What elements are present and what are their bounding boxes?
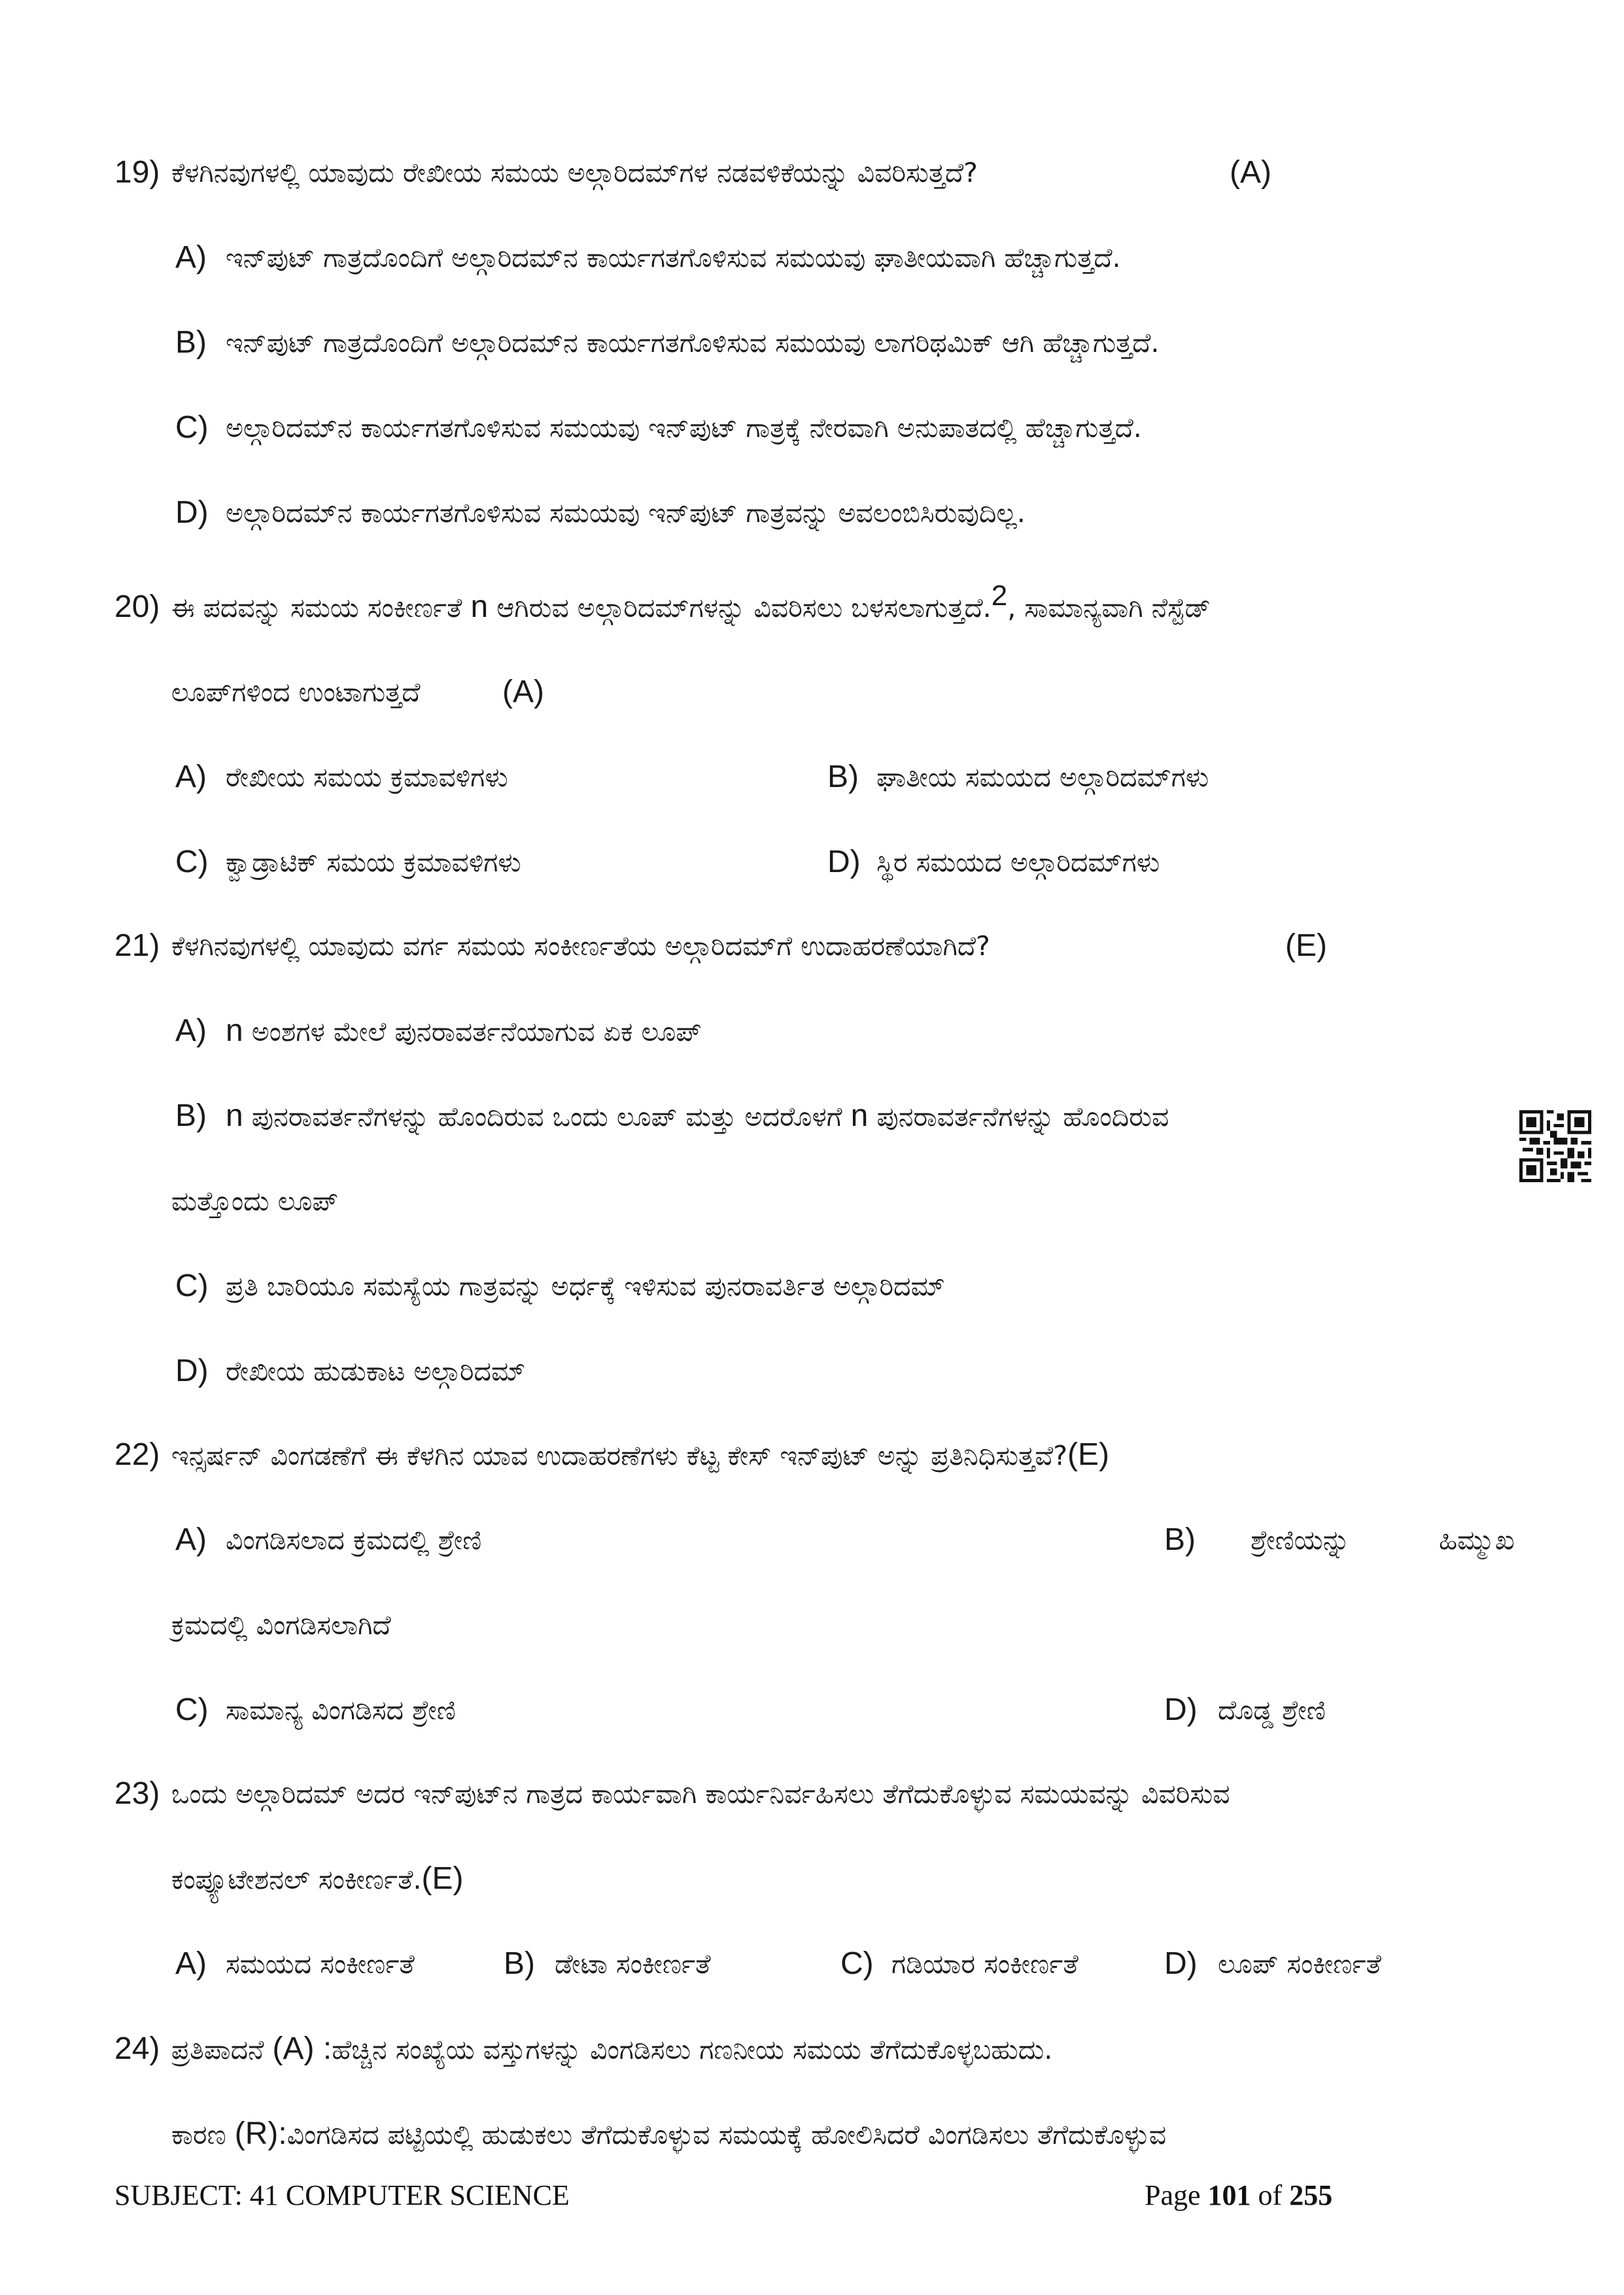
option-text: ಸ್ಥಿರ ಸಮಯದ ಅಲ್ಗಾರಿದಮ್‌ಗಳು xyxy=(876,847,1160,878)
option-label: C) xyxy=(175,1692,209,1727)
footer-subject: SUBJECT: 41 COMPUTER SCIENCE xyxy=(114,2179,570,2211)
footer-page xyxy=(1145,2179,1332,2212)
question-number: 19) xyxy=(114,155,160,190)
option-label: D) xyxy=(827,845,861,879)
question-text-part: ಇನ್ಸರ್ಷನ್ ವಿಂಗಡಣೆಗೆ ಈ ಕೆಳಗಿನ ಯಾವ ಉದಾಹರಣೆಗಳು ಕೆಟ್ಟ ಕೇಸ್ ಇನ್‌ಪುಟ್ ಅನ್ನು ಪ್ರತಿನಿಧಿಸುತ್ತವೆ? xyxy=(171,1440,1067,1471)
reason xyxy=(171,2116,1166,2153)
option-text-part: ಅಂಶಗಳ ಮೇಲೆ ಪುನರಾವರ್ತನೆಯಾಗುವ ಏಕ ಲೂಪ್ xyxy=(251,1016,702,1047)
option-label: B) xyxy=(1164,1522,1196,1557)
variable-n: n xyxy=(226,1098,243,1133)
option-text: ಕ್ವಾಡ್ರಾಟಿಕ್ ಸಮಯ ಕ್ರಮಾವಳಿಗಳು xyxy=(226,847,521,878)
option-label: C) xyxy=(175,1269,209,1303)
option-text-part: ಪುನರಾವರ್ತನೆಗಳನ್ನು ಹೊಂದಿರುವ ಒಂದು ಲೂಪ್ ಮತ್ತು ಅದರೊಳಗೆ xyxy=(251,1101,842,1132)
question-number: 23) xyxy=(114,1776,160,1811)
page-number: 101 xyxy=(1207,2179,1251,2211)
option-label: B) xyxy=(504,1946,535,1981)
question-text: ಕೆಳಗಿನವುಗಳಲ್ಲಿ ಯಾವುದು ರೇಖೀಯ ಸಮಯ ಅಲ್ಗಾರಿದಮ್‌ಗಳ ನಡವಳಿಕೆಯನ್ನು ವಿವರಿಸುತ್ತದೆ? xyxy=(171,157,978,188)
answer-key: (A) xyxy=(502,674,544,709)
question-text-part: ಆಗಿರುವ ಅಲ್ಗಾರಿದಮ್‌ಗಳನ್ನು ವಿವರಿಸಲು ಬಳಸಲಾಗುತ್ತದೆ. xyxy=(496,592,992,623)
option-text-part: ಪುನರಾವರ್ತನೆಗಳನ್ನು ಹೊಂದಿರುವ xyxy=(876,1101,1169,1132)
answer-key: (E) xyxy=(1067,1437,1109,1472)
answer-key: (E) xyxy=(421,1861,464,1896)
assertion-word: ಪ್ರತಿಪಾದನೆ xyxy=(171,2034,264,2065)
assertion xyxy=(171,2031,1052,2068)
question-text-part: ಕಂಪ್ಯೂಟೇಶನಲ್ ಸಂಕೀರ್ಣತೆ. xyxy=(171,1864,422,1895)
question-number: 21) xyxy=(114,928,160,963)
option-label: A) xyxy=(175,1013,207,1048)
question-text-line2 xyxy=(171,1861,464,1898)
reason-word: ಕಾರಣ xyxy=(171,2119,226,2150)
question-number: 22) xyxy=(114,1437,160,1472)
option-label: B) xyxy=(175,325,207,360)
option-text-continuation: ಮತ್ತೊಂದು ಲೂಪ್ xyxy=(171,1185,339,1217)
question-text-part: ಈ ಪದವನ್ನು ಸಮಯ ಸಂಕೀರ್ಣತೆ xyxy=(171,592,462,623)
reason-text: ವಿಂಗಡಿಸದ ಪಟ್ಟಿಯಲ್ಲಿ ಹುಡುಕಲು ತೆಗೆದುಕೊಳ್ಳುವ ಸಮಯಕ್ಕೆ ಹೋಲಿಸಿದರೆ ವಿಂಗಡಿಸಲು ತೆಗೆದುಕೊಳ್ಳುವ xyxy=(286,2119,1167,2150)
option-label: D) xyxy=(175,1354,209,1388)
variable-n: n xyxy=(226,1013,243,1048)
option-label: D) xyxy=(175,495,209,530)
option-text: ಪ್ರತಿ ಬಾರಿಯೂ ಸಮಸ್ಯೆಯ ಗಾತ್ರವನ್ನು ಅರ್ಧಕ್ಕೆ ಇಳಿಸುವ ಪುನರಾವರ್ತಿತ ಅಲ್ಗಾರಿದಮ್ xyxy=(226,1270,945,1302)
option-text: ಸಮಯದ ಸಂಕೀರ್ಣತೆ xyxy=(226,1948,415,1980)
option-label: B) xyxy=(175,1098,207,1133)
answer-key: (A) xyxy=(1230,155,1271,190)
option-label: A) xyxy=(175,1522,207,1557)
option-text xyxy=(226,1013,702,1050)
answer-key: (E) xyxy=(1285,928,1327,963)
option-text xyxy=(226,1098,1169,1135)
option-text: ಅಲ್ಗಾರಿದಮ್‌ನ ಕಾರ್ಯಗತಗೊಳಿಸುವ ಸಮಯವು ಇನ್‌ಪುಟ್ ಗಾತ್ರವನ್ನು ಅವಲಂಬಿಸಿರುವುದಿಲ್ಲ. xyxy=(226,497,1026,529)
option-label: A) xyxy=(175,760,207,794)
question-text-line2: ಲೂಪ್‌ಗಳಿಂದ ಉಂಟಾಗುತ್ತದೆ xyxy=(171,676,421,708)
option-text: ವಿಂಗಡಿಸಲಾದ ಕ್ರಮದಲ್ಲಿ ಶ್ರೇಣಿ xyxy=(226,1524,482,1556)
option-text: ಶ್ರೇಣಿಯನ್ನು xyxy=(1251,1524,1350,1556)
qr-code-icon xyxy=(1519,1110,1591,1182)
option-text: ಇನ್‌ಪುಟ್ ಗಾತ್ರದೊಂದಿಗೆ ಅಲ್ಗಾರಿದಮ್‌ನ ಕಾರ್ಯಗತಗೊಳಿಸುವ ಸಮಯವು ಘಾತೀಯವಾಗಿ ಹೆಚ್ಚಾಗುತ್ತದೆ. xyxy=(226,242,1121,273)
question-text xyxy=(171,580,1211,626)
option-label: D) xyxy=(1164,1946,1198,1981)
option-text: ಹಿಮ್ಮುಖ xyxy=(1439,1524,1515,1556)
question-text xyxy=(171,1437,1109,1474)
option-label: C) xyxy=(175,845,209,879)
option-label: A) xyxy=(175,1946,207,1981)
option-label: D) xyxy=(1164,1692,1198,1727)
question-text: ಒಂದು ಅಲ್ಗಾರಿದಮ್ ಅದರ ಇನ್‌ಪುಟ್‌ನ ಗಾತ್ರದ ಕಾರ್ಯವಾಗಿ ಕಾರ್ಯನಿರ್ವಹಿಸಲು ತೆಗೆದುಕೊಳ್ಳುವ ಸಮಯವನ್ನು ವಿವರಿಸುವ xyxy=(171,1778,1230,1810)
option-text: ಅಲ್ಗಾರಿದಮ್‌ನ ಕಾರ್ಯಗತಗೊಳಿಸುವ ಸಮಯವು ಇನ್‌ಪುಟ್ ಗಾತ್ರಕ್ಕೆ ನೇರವಾಗಿ ಅನುಪಾತದಲ್ಲಿ ಹೆಚ್ಚಾಗುತ್ತದೆ. xyxy=(226,412,1142,444)
option-label: A) xyxy=(175,240,207,275)
question-text: ಕೆಳಗಿನವುಗಳಲ್ಲಿ ಯಾವುದು ವರ್ಗ ಸಮಯ ಸಂಕೀರ್ಣತೆಯ ಅಲ್ಗಾರಿದಮ್‌ಗೆ ಉದಾಹರಣೆಯಾಗಿದೆ? xyxy=(171,930,990,962)
option-label: B) xyxy=(827,760,859,794)
assertion-text: ಹೆಚ್ಚಿನ ಸಂಖ್ಯೆಯ ವಸ್ತುಗಳನ್ನು ವಿಂಗಡಿಸಲು ಗಣನೀಯ ಸಮಯ ತೆಗೆದುಕೊಳ್ಳಬಹುದು. xyxy=(332,2034,1053,2065)
variable-n: n xyxy=(850,1098,869,1133)
superscript: 2 xyxy=(991,580,1008,612)
option-text: ರೇಖೀಯ ಸಮಯ ಕ್ರಮಾವಳಿಗಳು xyxy=(226,762,508,793)
option-text-continuation: ಕ್ರಮದಲ್ಲಿ ವಿಂಗಡಿಸಲಾಗಿದೆ xyxy=(171,1609,391,1641)
option-text: ಘಾತೀಯ ಸಮಯದ ಅಲ್ಗಾರಿದಮ್‌ಗಳು xyxy=(876,762,1209,793)
option-text: ರೇಖೀಯ ಹುಡುಕಾಟ ಅಲ್ಗಾರಿದಮ್ xyxy=(226,1356,526,1387)
question-number: 24) xyxy=(114,2031,160,2066)
option-text: ಇನ್‌ಪುಟ್ ಗಾತ್ರದೊಂದಿಗೆ ಅಲ್ಗಾರಿದಮ್‌ನ ಕಾರ್ಯಗತಗೊಳಿಸುವ ಸಮಯವು ಲಾಗರಿಥಮಿಕ್ ಆಗಿ ಹೆಚ್ಚಾಗುತ್ತದೆ. xyxy=(226,327,1160,359)
option-text: ಗಡಿಯಾರ ಸಂಕೀರ್ಣತೆ xyxy=(891,1948,1079,1980)
option-text: ದೊಡ್ಡ ಶ್ರೇಣಿ xyxy=(1218,1694,1326,1726)
assertion-tag: (A) : xyxy=(272,2031,332,2066)
option-label: C) xyxy=(175,410,209,445)
variable-n: n xyxy=(470,589,489,624)
question-text-part: , ಸಾಮಾನ್ಯವಾಗಿ ನೆಸ್ಟೆಡ್ xyxy=(1007,592,1211,623)
page-total: 255 xyxy=(1289,2179,1333,2211)
option-text: ಡೇಟಾ ಸಂಕೀರ್ಣತೆ xyxy=(555,1948,711,1980)
reason-tag: (R): xyxy=(234,2116,287,2151)
option-label: C) xyxy=(840,1946,874,1981)
question-number: 20) xyxy=(114,589,160,624)
page-of: of xyxy=(1258,2179,1283,2211)
option-text: ಸಾಮಾನ್ಯ ವಿಂಗಡಿಸದ ಶ್ರೇಣಿ xyxy=(226,1694,456,1726)
option-text: ಲೂಪ್ ಸಂಕೀರ್ಣತೆ xyxy=(1218,1948,1381,1980)
page-prefix: Page xyxy=(1145,2179,1201,2211)
